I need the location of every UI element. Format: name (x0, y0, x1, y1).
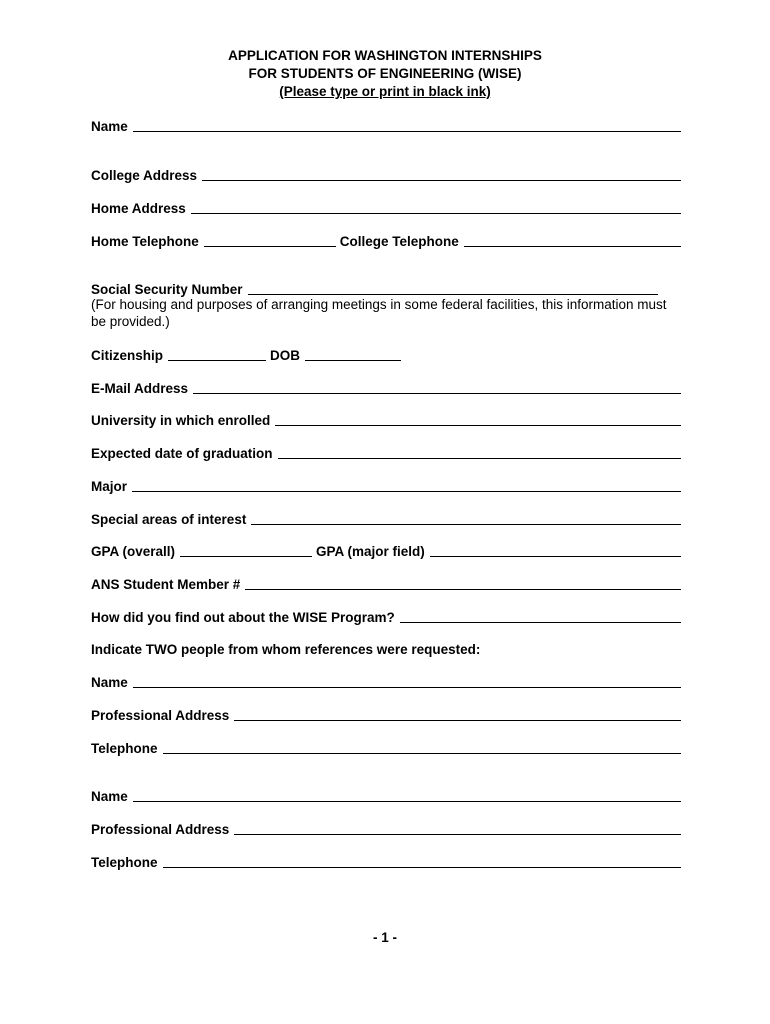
gpa-overall-label: GPA (overall) (91, 544, 176, 559)
home-telephone-label: Home Telephone (91, 234, 199, 249)
how-found-row (91, 606, 681, 626)
dob-label: DOB (270, 348, 301, 363)
ref2-telephone-label: Telephone (91, 855, 158, 870)
university-field[interactable] (275, 425, 681, 426)
ref1-telephone-label: Telephone (91, 741, 158, 756)
ans-member-row (91, 573, 681, 593)
home-address-field[interactable] (191, 213, 681, 214)
gpa-row (91, 540, 681, 560)
telephone-row (91, 230, 681, 250)
interests-label: Special areas of interest (91, 512, 247, 527)
home-address-label: Home Address (91, 201, 186, 216)
ref1-telephone-row (91, 737, 681, 757)
form-instruction: (Please type or print in black ink) (279, 84, 491, 99)
college-address-field[interactable] (202, 180, 681, 181)
ssn-field[interactable] (248, 294, 658, 295)
ref2-telephone-row (91, 851, 681, 871)
college-telephone-field[interactable] (464, 246, 681, 247)
references-instruction: Indicate TWO people from whom references were requested: (91, 642, 481, 657)
how-found-field[interactable] (400, 622, 681, 623)
graduation-row (91, 442, 681, 462)
references-instruction-row (91, 638, 681, 658)
ref2-address-field[interactable] (234, 834, 681, 835)
interests-row (91, 508, 681, 528)
email-label: E-Mail Address (91, 381, 189, 396)
ssn-label: Social Security Number (91, 282, 243, 297)
ans-member-label: ANS Student Member # (91, 577, 241, 592)
name-field[interactable] (133, 131, 681, 132)
email-field[interactable] (193, 393, 681, 394)
ssn-row (91, 278, 681, 298)
gpa-major-label: GPA (major field) (316, 544, 425, 559)
citizenship-field[interactable] (168, 360, 266, 361)
ref2-name-label: Name (91, 789, 128, 804)
major-label: Major (91, 479, 128, 494)
home-telephone-field[interactable] (204, 246, 336, 247)
ref1-name-label: Name (91, 675, 128, 690)
ref2-telephone-field[interactable] (163, 867, 681, 868)
major-row (91, 475, 681, 495)
form-title-line2: FOR STUDENTS OF ENGINEERING (WISE) (248, 66, 522, 81)
college-telephone-label: College Telephone (339, 234, 459, 249)
graduation-field[interactable] (278, 458, 681, 459)
university-row (91, 409, 681, 429)
ref1-name-field[interactable] (133, 687, 681, 688)
gpa-major-field[interactable] (430, 556, 681, 557)
ref2-address-label: Professional Address (91, 822, 230, 837)
name-label: Name (91, 119, 128, 134)
citizenship-label: Citizenship (91, 348, 164, 363)
college-address-label: College Address (91, 168, 198, 183)
ref1-address-field[interactable] (234, 720, 681, 721)
major-field[interactable] (132, 491, 681, 492)
home-address-row (91, 197, 681, 217)
graduation-label: Expected date of graduation (91, 446, 273, 461)
how-found-label: How did you find out about the WISE Program? (91, 610, 395, 625)
ans-member-field[interactable] (245, 589, 681, 590)
ref2-name-row (91, 785, 681, 805)
ref1-name-row (91, 671, 681, 691)
university-label: University in which enrolled (91, 413, 271, 428)
interests-field[interactable] (251, 524, 681, 525)
citizenship-row (91, 344, 681, 364)
ref2-address-row (91, 818, 681, 838)
dob-field[interactable] (305, 360, 401, 361)
ref1-address-row (91, 704, 681, 724)
form-title-line1: APPLICATION FOR WASHINGTON INTERNSHIPS (228, 48, 542, 63)
name-row (91, 115, 681, 135)
page-number: - 1 - (372, 930, 397, 945)
college-address-row (91, 164, 681, 184)
gpa-overall-field[interactable] (180, 556, 312, 557)
ref1-telephone-field[interactable] (163, 753, 681, 754)
ref2-name-field[interactable] (133, 801, 681, 802)
ssn-note: (For housing and purposes of arranging meetings in some federal facilities, this information must be provided.) (91, 297, 667, 329)
email-row (91, 377, 681, 397)
ref1-address-label: Professional Address (91, 708, 230, 723)
